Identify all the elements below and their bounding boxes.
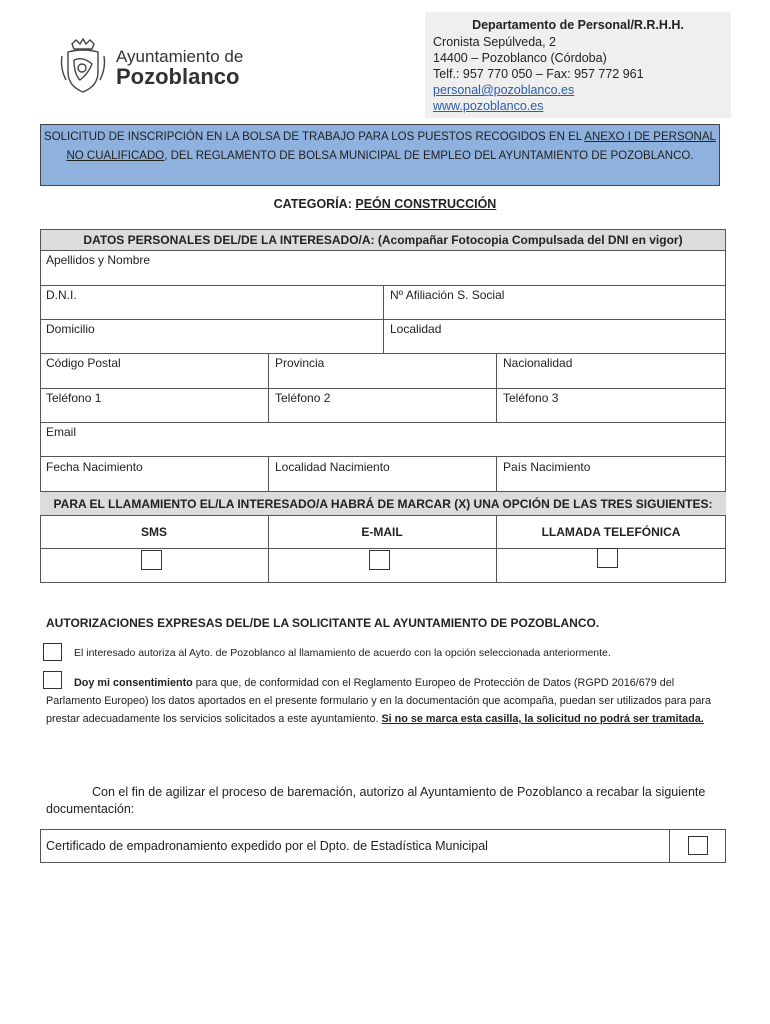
field-pais-nacimiento[interactable]: País Nacimiento bbox=[503, 460, 591, 474]
category-label: CATEGORÍA: bbox=[273, 197, 356, 211]
sms-checkbox[interactable] bbox=[141, 550, 162, 570]
coat-of-arms-icon bbox=[58, 38, 108, 96]
divider bbox=[40, 250, 726, 251]
divider bbox=[496, 456, 497, 491]
field-afiliacion[interactable]: Nº Afiliación S. Social bbox=[390, 288, 505, 302]
field-telefono-1[interactable]: Teléfono 1 bbox=[46, 391, 102, 405]
field-fecha-nacimiento[interactable]: Fecha Nacimiento bbox=[46, 460, 143, 474]
field-dni[interactable]: D.N.I. bbox=[46, 288, 77, 302]
phone-call-checkbox[interactable] bbox=[597, 548, 618, 568]
email-checkbox[interactable] bbox=[369, 550, 390, 570]
divider bbox=[669, 829, 670, 863]
field-domicilio[interactable]: Domicilio bbox=[46, 322, 95, 336]
email-link[interactable]: personal@pozoblanco.es bbox=[433, 83, 575, 97]
web-link[interactable]: www.pozoblanco.es bbox=[433, 99, 544, 113]
divider bbox=[40, 388, 726, 389]
divider bbox=[268, 353, 269, 423]
field-telefono-2[interactable]: Teléfono 2 bbox=[275, 391, 331, 405]
divider bbox=[383, 285, 384, 353]
field-email[interactable]: Email bbox=[46, 425, 77, 439]
divider bbox=[40, 229, 726, 230]
authorizations-heading: AUTORIZACIONES EXPRESAS DEL/DE LA SOLICITANTE AL AYUNTAMIENTO DE POZOBLANCO. bbox=[46, 616, 600, 630]
department-box bbox=[425, 12, 731, 118]
certificate-checkbox[interactable] bbox=[688, 836, 708, 855]
field-localidad[interactable]: Localidad bbox=[390, 322, 442, 336]
phone-fax: Telf.: 957 770 050 – Fax: 957 772 961 bbox=[433, 67, 644, 81]
authorization-call-checkbox[interactable] bbox=[43, 643, 62, 661]
field-localidad-nacimiento[interactable]: Localidad Nacimiento bbox=[275, 460, 390, 474]
consent-bold: Doy mi consentimiento bbox=[74, 677, 193, 689]
divider bbox=[40, 515, 726, 516]
address-line-1: Cronista Sepúlveda, 2 bbox=[433, 35, 556, 49]
agilize-text: Con el fin de agilizar el proceso de baremación, autorizo al Ayuntamiento de Pozoblanco a recabar la siguiente documentación: bbox=[46, 785, 706, 816]
consent-warning: Si no se marca esta casilla, la solicitud no podrá ser tramitada. bbox=[381, 713, 704, 725]
certificate-label: Certificado de empadronamiento expedido por el Dpto. de Estadística Municipal bbox=[46, 839, 488, 853]
category bbox=[0, 197, 770, 211]
title-annex-link: ANEXO I DE PERSONAL NO CUALIFICADO bbox=[66, 131, 716, 162]
logo-line-2: Pozoblanco bbox=[116, 64, 240, 89]
divider bbox=[40, 548, 726, 549]
field-nacionalidad[interactable]: Nacionalidad bbox=[503, 356, 573, 370]
field-codigo-postal[interactable]: Código Postal bbox=[46, 356, 121, 370]
personal-data-header: DATOS PERSONALES DEL/DE LA INTERESADO/A: (Acompañar Fotocopia Compulsada del DNI en vigor) bbox=[83, 233, 683, 247]
title-part-2: , DEL REGLAMENTO DE BOLSA MUNICIPAL DE EMPLEO DEL AYUNTAMIENTO DE POZOBLANCO. bbox=[164, 150, 694, 162]
authorization-call-text: El interesado autoriza al Ayto. de Pozoblanco al llamamiento de acuerdo con la opción seleccionada anteriormente. bbox=[74, 647, 611, 659]
address-line-2: 14400 – Pozoblanco (Córdoba) bbox=[433, 51, 607, 65]
divider bbox=[40, 456, 726, 457]
consent-text bbox=[46, 674, 726, 728]
form-title bbox=[40, 124, 720, 186]
department-title: Departamento de Personal/R.R.H.H. bbox=[472, 18, 684, 32]
contact-header: PARA EL LLAMAMIENTO EL/LA INTERESADO/A HABRÁ DE MARCAR (X) UNA OPCIÓN DE LAS TRES SIGUIENTES: bbox=[53, 497, 713, 511]
logo bbox=[58, 38, 258, 98]
divider bbox=[40, 422, 726, 423]
option-email-label: E-MAIL bbox=[361, 525, 403, 539]
category-value: PEÓN CONSTRUCCIÓN bbox=[355, 197, 497, 211]
field-telefono-3[interactable]: Teléfono 3 bbox=[503, 391, 559, 405]
title-part-1: SOLICITUD DE INSCRIPCIÓN EN LA BOLSA DE TRABAJO PARA LOS PUESTOS RECOGIDOS EN EL bbox=[44, 131, 585, 143]
logo-line-1: Ayuntamiento de bbox=[116, 47, 244, 66]
option-call-label: LLAMADA TELEFÓNICA bbox=[541, 525, 681, 539]
divider bbox=[40, 582, 726, 583]
field-apellidos[interactable]: Apellidos y Nombre bbox=[46, 253, 151, 267]
divider bbox=[40, 353, 726, 354]
divider bbox=[268, 456, 269, 491]
option-sms-label: SMS bbox=[140, 525, 167, 539]
consent-body: para que, de conformidad con el Reglamento Europeo de Protección de Datos (RGPD 2016/679 del Parlamento Europeo) los datos aportados en el presente formulario y en la documentación que acompaña, puedan ser utilizados para para prestar adecuadamente los servicios solicitados a este ayuntamiento. bbox=[46, 677, 712, 725]
divider bbox=[496, 353, 497, 423]
field-provincia[interactable]: Provincia bbox=[275, 356, 325, 370]
